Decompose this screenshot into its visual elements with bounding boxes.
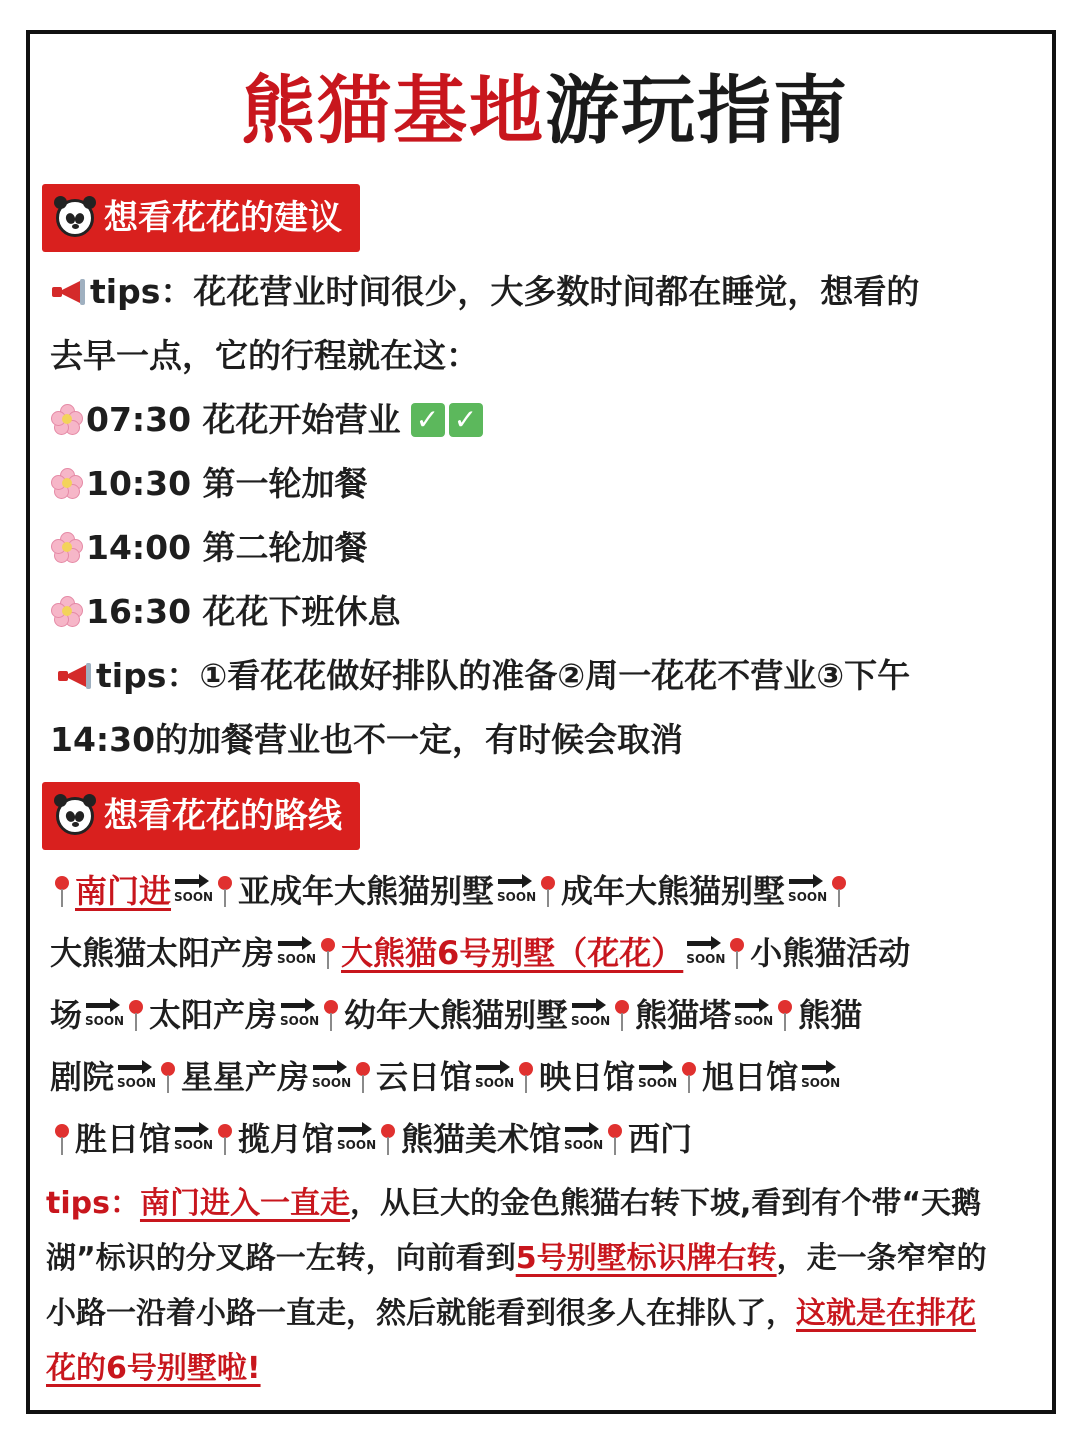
title-rest: 游玩指南 xyxy=(545,68,849,154)
soon-arrow-icon: SOON xyxy=(733,1000,771,1030)
soon-arrow-icon: SOON xyxy=(570,1000,608,1030)
soon-arrow-icon: SOON xyxy=(279,1000,317,1030)
route-stop: 熊猫 xyxy=(798,996,863,1034)
megaphone-icon xyxy=(56,661,94,691)
pin-icon xyxy=(538,874,558,908)
cherry-blossom-icon xyxy=(50,467,84,501)
tips-text: 小路一沿着小路一直走，然后就能看到很多人在排队了， xyxy=(46,1296,796,1331)
tip2-line-2 xyxy=(50,708,1040,772)
cherry-blossom-icon xyxy=(50,531,84,565)
guide-frame xyxy=(26,30,1056,1414)
panda-icon xyxy=(56,199,94,237)
tip1-line-2 xyxy=(50,324,1040,388)
soon-arrow-icon: SOON xyxy=(311,1062,349,1092)
schedule-text: 10:30 第一轮加餐 xyxy=(86,464,368,503)
pin-icon xyxy=(318,936,338,970)
tips-highlight: 这就是在排花 xyxy=(796,1296,976,1331)
section-header-suggestions xyxy=(42,184,360,252)
route-stop: 幼年大熊猫别墅 xyxy=(344,996,569,1034)
route-tips xyxy=(46,1176,1046,1396)
suggestions-block xyxy=(50,260,1040,772)
route-stop: 星星产房 xyxy=(181,1058,310,1096)
route-tips-line xyxy=(46,1341,1046,1396)
soon-arrow-icon: SOON xyxy=(800,1062,838,1092)
pin-icon xyxy=(215,874,235,908)
pin-icon xyxy=(321,998,341,1032)
pin-icon xyxy=(605,1122,625,1156)
schedule-text: 14:00 第二轮加餐 xyxy=(86,528,368,567)
route-line xyxy=(50,1108,1040,1170)
route-stop: 胜日馆 xyxy=(75,1120,172,1158)
section-header-route xyxy=(42,782,360,850)
route-stop: 西门 xyxy=(628,1120,693,1158)
schedule-text: 07:30 花花开始营业 xyxy=(86,400,401,439)
tips-highlight: 花的6号别墅啦! xyxy=(46,1351,261,1386)
pin-icon xyxy=(516,1060,536,1094)
tips-label: tips： xyxy=(46,1186,140,1221)
schedule-text: 16:30 花花下班休息 xyxy=(86,592,401,631)
route-block xyxy=(50,860,1040,1170)
route-stop: 映日馆 xyxy=(539,1058,636,1096)
pin-icon xyxy=(727,936,747,970)
pin-icon xyxy=(378,1122,398,1156)
page-title xyxy=(30,68,1060,154)
route-stop: 熊猫美术馆 xyxy=(401,1120,562,1158)
tip2-text: tips：①看花花做好排队的准备②周一花花不营业③下午 xyxy=(96,656,911,695)
route-stop: 亚成年大熊猫别墅 xyxy=(238,872,495,910)
soon-arrow-icon: SOON xyxy=(336,1124,374,1154)
route-stop-highlight: 大熊猫6号别墅（花花） xyxy=(341,934,684,972)
tip1-line xyxy=(50,260,1040,324)
soon-arrow-icon: SOON xyxy=(496,876,534,906)
schedule-item xyxy=(50,388,1040,452)
route-tips-line xyxy=(46,1286,1046,1341)
tips-text: ，从巨大的金色熊猫右转下坡,看到有个带“天鹅 xyxy=(349,1186,982,1221)
pin-icon xyxy=(775,998,795,1032)
tips-highlight: 5号别墅标识牌右转 xyxy=(515,1241,777,1276)
panda-icon xyxy=(56,797,94,835)
pin-icon xyxy=(126,998,146,1032)
route-stop: 熊猫塔 xyxy=(635,996,732,1034)
schedule-item xyxy=(50,580,1040,644)
soon-arrow-icon: SOON xyxy=(84,1000,122,1030)
schedule-item xyxy=(50,516,1040,580)
cherry-blossom-icon xyxy=(50,403,84,437)
soon-arrow-icon: SOON xyxy=(173,1124,211,1154)
pin-icon xyxy=(52,874,72,908)
cherry-blossom-icon xyxy=(50,595,84,629)
tip1-text: tips：花花营业时间很少，大多数时间都在睡觉，想看的 xyxy=(90,272,920,311)
route-line xyxy=(50,984,1040,1046)
soon-arrow-icon: SOON xyxy=(563,1124,601,1154)
route-stop-highlight: 南门进 xyxy=(75,872,172,910)
schedule-item xyxy=(50,452,1040,516)
route-stop: 旭日馆 xyxy=(702,1058,799,1096)
tip2-text-cont: 14:30的加餐营业也不一定，有时候会取消 xyxy=(50,720,684,759)
section-header-label: 想看花花的路线 xyxy=(104,796,342,836)
route-tips-line xyxy=(46,1231,1046,1286)
title-highlight: 熊猫基地 xyxy=(241,68,545,154)
route-stop: 剧院 xyxy=(50,1058,115,1096)
pin-icon xyxy=(829,874,849,908)
route-stop: 成年大熊猫别墅 xyxy=(561,872,786,910)
route-stop: 大熊猫太阳产房 xyxy=(50,934,275,972)
tip1-text-cont: 去早一点，它的行程就在这： xyxy=(50,336,479,375)
route-stop: 小熊猫活动 xyxy=(750,934,911,972)
tips-text: ，走一条窄窄的 xyxy=(776,1241,987,1276)
tips-highlight: 南门进入一直走 xyxy=(139,1186,350,1221)
tips-text: 湖”标识的分叉路一左转，向前看到 xyxy=(46,1241,516,1276)
section-header-label: 想看花花的建议 xyxy=(104,198,342,238)
route-tips-line xyxy=(46,1176,1046,1231)
soon-arrow-icon: SOON xyxy=(173,876,211,906)
soon-arrow-icon: SOON xyxy=(685,938,723,968)
soon-arrow-icon: SOON xyxy=(474,1062,512,1092)
pin-icon xyxy=(158,1060,178,1094)
tip2-line xyxy=(50,644,1040,708)
pin-icon xyxy=(353,1060,373,1094)
pin-icon xyxy=(52,1122,72,1156)
pin-icon xyxy=(612,998,632,1032)
route-stop: 云日馆 xyxy=(376,1058,473,1096)
route-stop: 揽月馆 xyxy=(238,1120,335,1158)
route-line xyxy=(50,1046,1040,1108)
soon-arrow-icon: SOON xyxy=(787,876,825,906)
soon-arrow-icon: SOON xyxy=(637,1062,675,1092)
pin-icon xyxy=(215,1122,235,1156)
route-line xyxy=(50,922,1040,984)
route-line xyxy=(50,860,1040,922)
route-stop: 太阳产房 xyxy=(149,996,278,1034)
soon-arrow-icon: SOON xyxy=(276,938,314,968)
soon-arrow-icon: SOON xyxy=(116,1062,154,1092)
check-mark-icon: ✓ xyxy=(449,403,483,437)
pin-icon xyxy=(679,1060,699,1094)
route-stop: 场 xyxy=(50,996,83,1034)
check-mark-icon: ✓ xyxy=(411,403,445,437)
megaphone-icon xyxy=(50,277,88,307)
